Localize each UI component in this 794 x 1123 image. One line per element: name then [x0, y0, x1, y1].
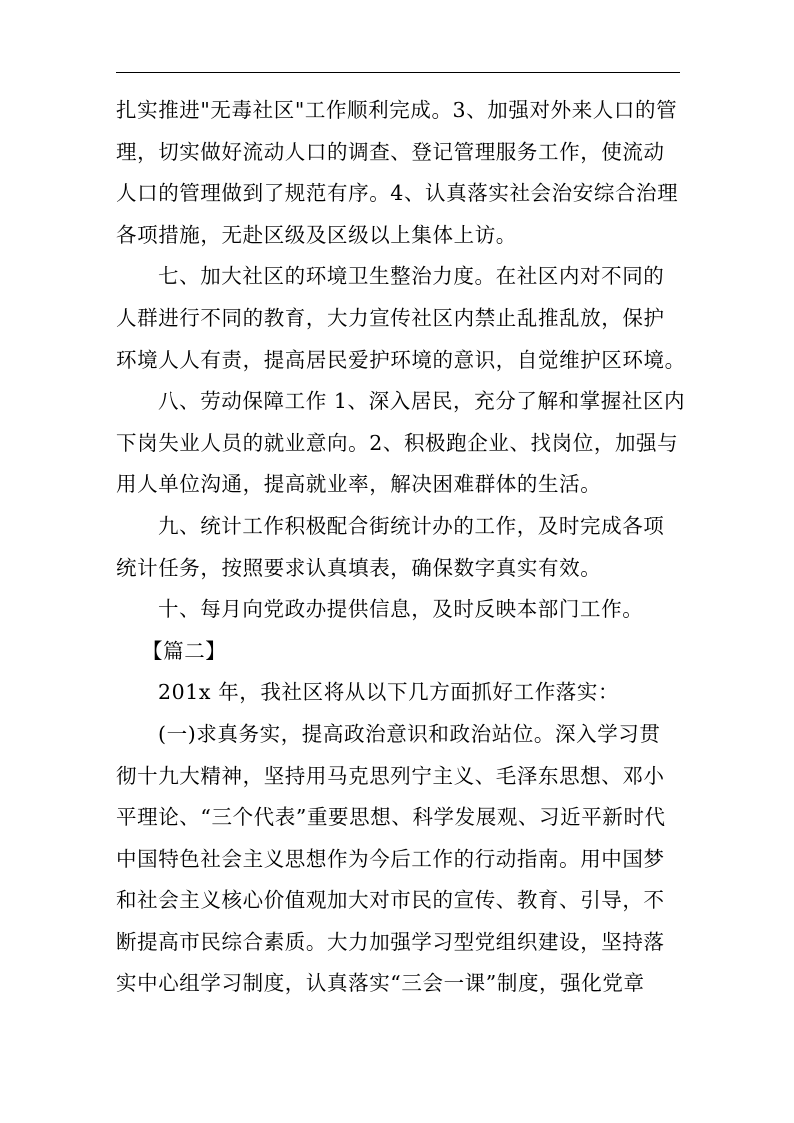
text-line: 环境人人有责，提高居民爱护环境的意识，自觉维护区环境。 — [116, 347, 686, 372]
text-line: 断提高市民综合素质。大力加强学习型党组织建设，坚持落 — [116, 929, 665, 954]
text-line: 中国特色社会主义思想作为今后工作的行动指南。用中国梦 — [116, 846, 665, 871]
text-line: 扎实推进"无毒社区"工作顺利完成。3、加强对外来人口的管 — [116, 98, 678, 122]
document-body — [116, 90, 684, 1005]
section-heading: 【篇二】 — [142, 638, 227, 663]
text-line: 理，切实做好流动人口的调查、登记管理服务工作，使流动 — [116, 139, 665, 164]
paragraph-first-line: 七、加大社区的环境卫生整治力度。在社区内对不同的 — [158, 264, 665, 289]
paragraph-first-line: (一)求真务实，提高政治意识和政治站位。深入学习贯 — [158, 721, 661, 746]
text-line: 下岗失业人员的就业意向。2、积极跑企业、找岗位，加强与 — [116, 430, 679, 455]
text-line: 人群进行不同的教育，大力宣传社区内禁止乱推乱放，保护 — [116, 305, 665, 330]
text-line: 各项措施，无赴区级及区级以上集体上访。 — [116, 222, 517, 247]
text-line: 用人单位沟通，提高就业率，解决困难群体的生活。 — [116, 472, 602, 497]
text-line: 平理论、“三个代表”重要思想、科学发展观、习近平新时代 — [116, 805, 666, 830]
paragraph-first-line: 201x 年，我社区将从以下几方面抓好工作落实： — [158, 680, 620, 705]
text-line: 统计任务，按照要求认真填表，确保数字真实有效。 — [116, 555, 602, 580]
text-line: 实中心组学习制度，认真落实“三会一课”制度，强化党章 — [116, 971, 645, 996]
paragraph-first-line: 八、劳动保障工作 1、深入居民，充分了解和掌握社区内 — [158, 389, 686, 414]
paragraph-first-line: 十、每月向党政办提供信息，及时反映本部门工作。 — [158, 597, 644, 622]
paragraph-first-line: 九、统计工作积极配合街统计办的工作，及时完成各项 — [158, 513, 665, 538]
text-line: 人口的管理做到了规范有序。4、认真落实社会治安综合治理 — [116, 181, 679, 206]
text-line: 和社会主义核心价值观加大对市民的宣传、教育、引导，不 — [116, 888, 665, 913]
header-rule — [116, 72, 680, 73]
text-line: 彻十九大精神，坚持用马克思列宁主义、毛泽东思想、邓小 — [116, 763, 665, 788]
